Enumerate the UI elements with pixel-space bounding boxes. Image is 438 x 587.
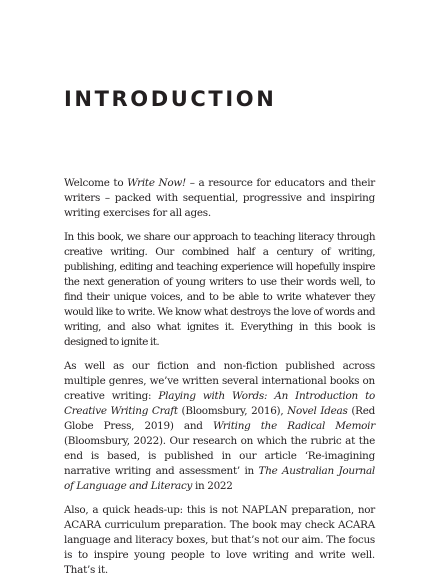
body-text xyxy=(64,176,375,587)
text-run: As well as our fiction and non-fiction published across multiple genres, we’ve written several international books on creative writing: xyxy=(64,360,375,402)
text-run: (Bloomsbury, 2022). Our research on which the rubric at the end is based, is published in our article ‘Re-imagining narrative writing and assessment’ in xyxy=(64,435,375,477)
text-run: Welcome to xyxy=(64,177,128,189)
journal-title-italic: The Australian Journal of Language and Literacy xyxy=(64,465,375,492)
text-run: in 2022 xyxy=(192,480,233,492)
text-run: (Red Globe Press, 2019) and xyxy=(64,405,375,432)
text-run: (Bloomsbury, 2016), xyxy=(177,405,288,417)
book-title-italic: Writing the Radical Memoir xyxy=(212,420,375,432)
book-title-italic: Playing with Words: An Introduction to Creative Writing Craft xyxy=(64,390,375,417)
book-title-italic: Novel Ideas xyxy=(287,405,348,417)
paragraph-heads-up xyxy=(64,503,375,578)
paragraph-approach xyxy=(64,230,375,350)
chapter-heading: INTRODUCTION xyxy=(64,87,277,111)
paragraph-publications xyxy=(64,359,375,494)
paragraph-welcome xyxy=(64,176,375,221)
text-run: In this book, we share our approach to teaching literacy through creative writing. Our combined half a century of writing, publishing, editing and teaching experience will hopefully inspire the next generation of young writers to use their words well, to find their unique voices, and to be able to write whatever they would like to write. We know what destroys the love of words and writing, and also what ignites it. Everything in this book is designed to ignite it. xyxy=(64,231,375,348)
book-title-italic: Write Now! xyxy=(127,177,186,189)
text-run: Also, a quick heads-up: this is not NAPLAN preparation, nor ACARA curriculum preparation. The book may check ACARA language and literacy boxes, but that’s not our aim. The focus is to inspire young people to love writing and write well. That’s it. xyxy=(64,504,375,576)
text-run: – a resource for educators and their writers – packed with sequential, progressive and inspiring writing exercises for all ages. xyxy=(64,177,375,219)
